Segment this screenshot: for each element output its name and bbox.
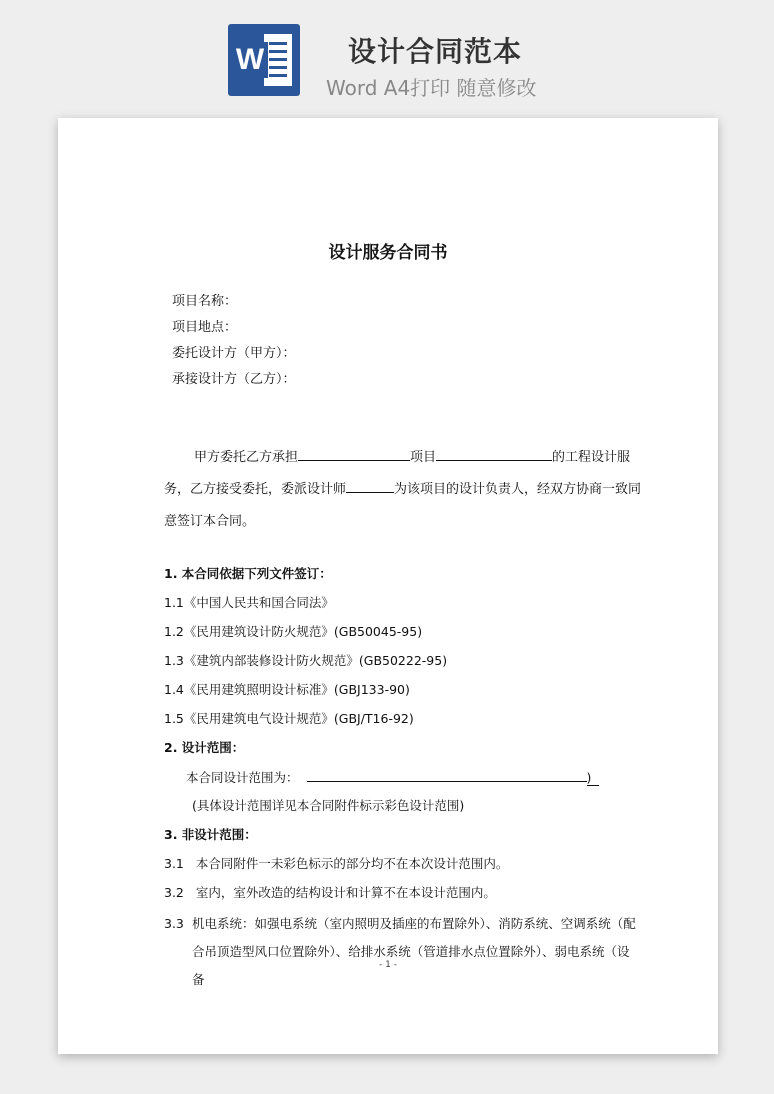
word-icon-page [264,34,292,86]
word-icon-letter: W [232,42,268,78]
design-scope-note: (具体设计范围详见本合同附件标示彩色设计范围) [192,798,465,813]
section-1-item: 1.2《民用建筑设计防火规范》(GB50045-95) [164,624,423,639]
section-3-item [164,910,636,994]
item-number: 3.1 [164,856,184,871]
blank-project [436,446,552,461]
intro-text-3: 的工程设计服务，乙方接受委托，委派设计师 [164,450,631,497]
section-1-heading: 1. 本合同依据下列文件签订： [164,566,332,581]
section-3-item [164,854,508,872]
section-1-item: 1.4《民用建筑照明设计标准》(GBJ133-90) [164,682,410,697]
item-text: 本合同附件一未彩色标示的部分均不在本次设计范围内。 [195,856,509,871]
intro-paragraph [164,442,654,538]
design-scope-label: 本合同设计范围为： [186,770,299,785]
intro-text-1: 甲方委托乙方承担 [194,450,299,465]
document-page [58,118,718,1054]
design-scope-line [186,767,599,786]
section-1-item: 1.3《建筑内部装修设计防火规范》(GB50222-95) [164,653,448,668]
item-text: 室内，室外改造的结构设计和计算不在本设计范围内。 [195,885,496,900]
design-scope-close: ) [587,770,600,786]
item-number: 3.3 [164,916,184,931]
document-title: 设计服务合同书 [328,243,448,263]
item-number: 3.2 [164,885,184,900]
intro-text-4: 为该项目的设计负责人，经双方协商一致同意签订本合同。 [164,482,642,529]
page-number: - 1 - [379,960,397,970]
word-icon [228,24,300,96]
page-header [0,0,774,110]
info-project-name: 项目名称： [172,294,238,309]
intro-text-2: 项目 [410,450,437,465]
header-subtitle: Word A4打印 随意修改 [326,76,537,100]
blank-design-scope [307,767,587,782]
info-party-b: 承接设计方（乙方）： [172,372,296,387]
section-1-item: 1.5《民用建筑电气设计规范》(GBJ/T16-92) [164,711,414,726]
blank-undertake [298,446,410,461]
section-3-heading: 3. 非设计范围： [164,827,257,842]
section-1-item: 1.1《中国人民共和国合同法》 [164,595,334,610]
item-text: 机电系统：如强电系统（室内照明及插座的布置除外）、消防系统、空调系统（配合吊顶造型风口位置除外）、给排水系统（管道排水点位置除外）、弱电系统（设备 [192,916,636,987]
section-3-item [164,883,496,901]
header-title: 设计合同范本 [348,35,523,68]
section-2-heading: 2. 设计范围： [164,740,245,755]
blank-designer [346,478,394,493]
info-party-a: 委托设计方（甲方）： [172,346,296,361]
info-project-location: 项目地点： [172,320,238,335]
